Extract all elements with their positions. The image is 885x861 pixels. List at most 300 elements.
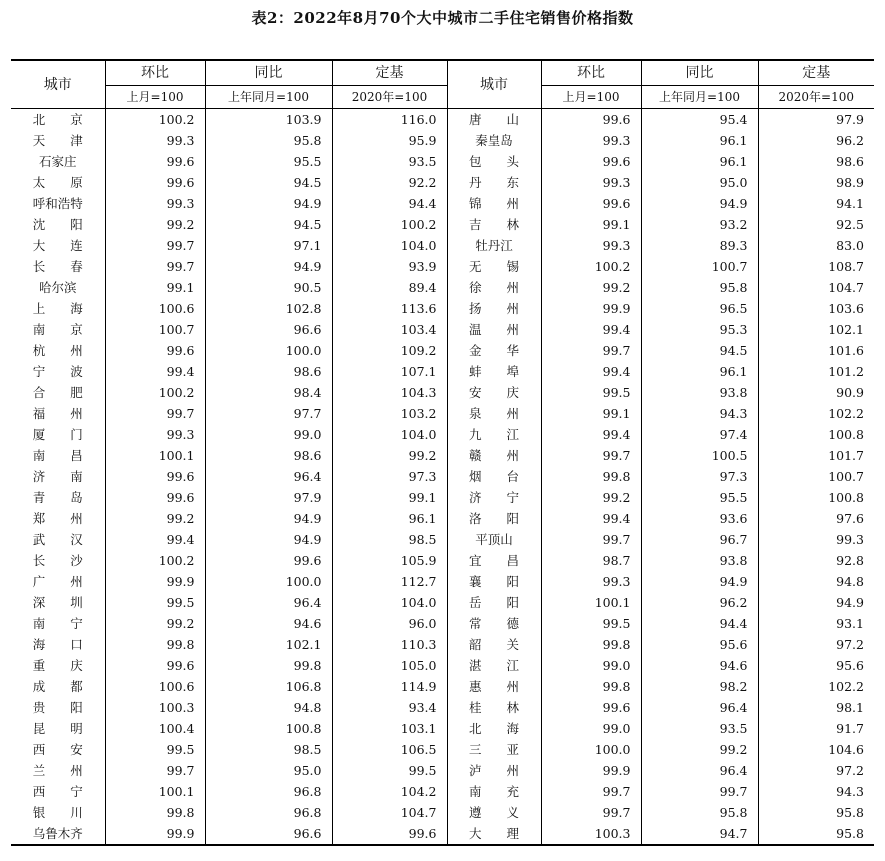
yoy-cell: 100.8 — [205, 718, 332, 739]
city-cell: 福 州 — [32, 406, 83, 421]
city-cell: 唐 山 — [447, 109, 541, 131]
city-cell: 上 海 — [32, 301, 83, 316]
mom-header-left: 环比 — [105, 60, 205, 86]
city-cell: 徐 州 — [447, 277, 541, 298]
mom-cell: 100.3 — [541, 823, 641, 845]
fixed-cell: 113.6 — [332, 298, 447, 319]
yoy-cell: 96.4 — [205, 592, 332, 613]
city-cell: 广 州 — [32, 574, 83, 589]
city-cell: 南 昌 — [32, 448, 83, 463]
mom-cell: 100.6 — [105, 298, 205, 319]
yoy-cell: 96.4 — [641, 697, 758, 718]
mom-cell: 99.9 — [105, 823, 205, 845]
fixed-cell: 99.6 — [332, 823, 447, 845]
yoy-cell: 96.6 — [205, 319, 332, 340]
yoy-cell: 98.5 — [205, 739, 332, 760]
yoy-cell: 96.8 — [205, 781, 332, 802]
city-cell: 秦皇岛 — [447, 130, 541, 151]
fixed-cell: 103.1 — [332, 718, 447, 739]
yoy-cell: 100.0 — [205, 340, 332, 361]
fixed-cell: 95.9 — [332, 130, 447, 151]
fixed-cell: 96.0 — [332, 613, 447, 634]
yoy-cell: 96.1 — [641, 361, 758, 382]
table-row — [11, 802, 874, 823]
yoy-cell: 94.4 — [641, 613, 758, 634]
mom-cell: 99.7 — [105, 256, 205, 277]
fixed-cell: 109.2 — [332, 340, 447, 361]
yoy-cell: 94.7 — [641, 823, 758, 845]
fixed-cell: 103.2 — [332, 403, 447, 424]
fixed-cell: 101.2 — [758, 361, 874, 382]
city-cell: 温 州 — [447, 319, 541, 340]
city-cell: 成 都 — [32, 679, 83, 694]
table-body — [11, 109, 874, 846]
fixed-cell: 104.0 — [332, 424, 447, 445]
city-cell: 湛 江 — [447, 655, 541, 676]
city-cell: 大 理 — [447, 823, 541, 845]
mom-cell: 99.1 — [541, 214, 641, 235]
city-cell: 包 头 — [447, 151, 541, 172]
yoy-cell: 94.9 — [641, 571, 758, 592]
fixed-cell: 104.0 — [332, 592, 447, 613]
yoy-cell: 97.7 — [205, 403, 332, 424]
fixed-cell: 105.0 — [332, 655, 447, 676]
fixed-cell: 110.3 — [332, 634, 447, 655]
city-cell: 西 宁 — [32, 784, 83, 799]
city-cell: 牡丹江 — [447, 235, 541, 256]
price-index-table — [11, 59, 874, 846]
table-row — [11, 718, 874, 739]
mom-cell: 100.3 — [105, 697, 205, 718]
yoy-cell: 94.5 — [205, 214, 332, 235]
yoy-cell: 96.4 — [641, 760, 758, 781]
table-row — [11, 529, 874, 550]
table-row — [11, 487, 874, 508]
yoy-cell: 99.0 — [205, 424, 332, 445]
city-cell: 赣 州 — [447, 445, 541, 466]
yoy-cell: 95.3 — [641, 319, 758, 340]
yoy-cell: 94.6 — [641, 655, 758, 676]
mom-cell: 99.4 — [541, 508, 641, 529]
mom-cell: 100.2 — [105, 109, 205, 131]
header-row-1 — [11, 60, 874, 86]
yoy-cell: 94.8 — [205, 697, 332, 718]
city-cell: 石家庄 — [38, 154, 77, 169]
mom-cell: 99.7 — [541, 802, 641, 823]
city-header-right: 城市 — [447, 60, 541, 109]
yoy-cell: 100.7 — [641, 256, 758, 277]
mom-cell: 99.6 — [105, 172, 205, 193]
city-cell: 北 京 — [32, 112, 83, 127]
city-cell: 烟 台 — [447, 466, 541, 487]
yoy-cell: 102.8 — [205, 298, 332, 319]
city-cell: 宁 波 — [32, 364, 83, 379]
fixed-cell: 93.1 — [758, 613, 874, 634]
table-row — [11, 613, 874, 634]
mom-cell: 99.7 — [541, 781, 641, 802]
fixed-cell: 103.6 — [758, 298, 874, 319]
mom-cell: 99.6 — [541, 697, 641, 718]
city-cell: 遵 义 — [447, 802, 541, 823]
fixed-cell: 101.6 — [758, 340, 874, 361]
city-cell: 丹 东 — [447, 172, 541, 193]
table-row — [11, 508, 874, 529]
yoy-cell: 98.6 — [205, 361, 332, 382]
mom-cell: 100.1 — [105, 445, 205, 466]
mom-cell: 99.6 — [541, 193, 641, 214]
yoy-base-left: 上年同月=100 — [205, 86, 332, 109]
city-cell: 南 宁 — [32, 616, 83, 631]
yoy-cell: 98.6 — [205, 445, 332, 466]
city-cell: 桂 林 — [447, 697, 541, 718]
mom-base-right: 上月=100 — [541, 86, 641, 109]
mom-cell: 99.6 — [105, 487, 205, 508]
mom-cell: 99.5 — [105, 739, 205, 760]
city-cell: 太 原 — [32, 175, 83, 190]
fixed-cell: 104.3 — [332, 382, 447, 403]
yoy-cell: 94.9 — [205, 256, 332, 277]
yoy-cell: 100.0 — [205, 571, 332, 592]
city-cell: 合 肥 — [32, 385, 83, 400]
mom-cell: 100.6 — [105, 676, 205, 697]
table-row — [11, 403, 874, 424]
yoy-cell: 96.6 — [205, 823, 332, 845]
yoy-cell: 94.5 — [641, 340, 758, 361]
yoy-cell: 93.8 — [641, 382, 758, 403]
city-header-left: 城市 — [11, 60, 105, 109]
mom-cell: 99.0 — [541, 718, 641, 739]
yoy-cell: 94.9 — [641, 193, 758, 214]
fixed-cell: 107.1 — [332, 361, 447, 382]
mom-cell: 99.6 — [541, 109, 641, 131]
fixed-cell: 108.7 — [758, 256, 874, 277]
city-cell: 银 川 — [32, 805, 83, 820]
yoy-cell: 97.1 — [205, 235, 332, 256]
mom-cell: 99.7 — [105, 760, 205, 781]
mom-cell: 99.4 — [105, 529, 205, 550]
yoy-cell: 100.5 — [641, 445, 758, 466]
table-row — [11, 760, 874, 781]
mom-cell: 99.5 — [541, 613, 641, 634]
mom-cell: 99.7 — [105, 403, 205, 424]
city-cell: 哈尔滨 — [38, 280, 77, 295]
mom-cell: 99.3 — [541, 130, 641, 151]
table-row — [11, 550, 874, 571]
yoy-cell: 95.0 — [641, 172, 758, 193]
fixed-cell: 102.2 — [758, 403, 874, 424]
city-cell: 洛 阳 — [447, 508, 541, 529]
city-cell: 无 锡 — [447, 256, 541, 277]
yoy-cell: 99.6 — [205, 550, 332, 571]
mom-header-right: 环比 — [541, 60, 641, 86]
fixed-cell: 92.5 — [758, 214, 874, 235]
table-row — [11, 256, 874, 277]
fixed-cell: 93.4 — [332, 697, 447, 718]
mom-cell: 99.2 — [541, 277, 641, 298]
table-row — [11, 466, 874, 487]
city-cell: 兰 州 — [32, 763, 83, 778]
yoy-cell: 95.8 — [641, 277, 758, 298]
mom-cell: 99.4 — [541, 319, 641, 340]
fixed-cell: 96.1 — [332, 508, 447, 529]
fixed-cell: 104.7 — [332, 802, 447, 823]
header-row-2 — [11, 86, 874, 109]
fixed-cell: 90.9 — [758, 382, 874, 403]
fixed-cell: 94.8 — [758, 571, 874, 592]
yoy-cell: 102.1 — [205, 634, 332, 655]
yoy-cell: 96.7 — [641, 529, 758, 550]
mom-cell: 100.2 — [541, 256, 641, 277]
mom-cell: 99.7 — [541, 445, 641, 466]
fixed-header-right: 定基 — [758, 60, 874, 86]
yoy-cell: 94.9 — [205, 193, 332, 214]
yoy-cell: 94.3 — [641, 403, 758, 424]
table-row — [11, 571, 874, 592]
city-cell: 长 春 — [32, 259, 83, 274]
mom-cell: 99.5 — [105, 592, 205, 613]
fixed-cell: 92.2 — [332, 172, 447, 193]
fixed-cell: 100.7 — [758, 466, 874, 487]
mom-cell: 99.2 — [105, 613, 205, 634]
mom-cell: 99.4 — [541, 361, 641, 382]
city-cell: 杭 州 — [32, 343, 83, 358]
mom-cell: 99.5 — [541, 382, 641, 403]
city-cell: 南 京 — [32, 322, 83, 337]
city-cell: 海 口 — [32, 637, 83, 652]
city-cell: 九 江 — [447, 424, 541, 445]
city-cell: 武 汉 — [32, 532, 83, 547]
mom-cell: 99.6 — [105, 151, 205, 172]
yoy-cell: 96.4 — [205, 466, 332, 487]
fixed-cell: 112.7 — [332, 571, 447, 592]
fixed-cell: 100.2 — [332, 214, 447, 235]
mom-cell: 100.2 — [105, 382, 205, 403]
yoy-cell: 98.4 — [205, 382, 332, 403]
table-row — [11, 277, 874, 298]
yoy-cell: 89.3 — [641, 235, 758, 256]
mom-base-left: 上月=100 — [105, 86, 205, 109]
fixed-cell: 114.9 — [332, 676, 447, 697]
fixed-cell: 97.9 — [758, 109, 874, 131]
fixed-cell: 94.4 — [332, 193, 447, 214]
fixed-cell: 103.4 — [332, 319, 447, 340]
yoy-cell: 94.6 — [205, 613, 332, 634]
city-cell: 大 连 — [32, 238, 83, 253]
fixed-cell: 97.3 — [332, 466, 447, 487]
fixed-cell: 95.8 — [758, 823, 874, 845]
city-cell: 三 亚 — [447, 739, 541, 760]
mom-cell: 99.9 — [105, 571, 205, 592]
city-cell: 济 南 — [32, 469, 83, 484]
yoy-cell: 90.5 — [205, 277, 332, 298]
yoy-cell: 99.8 — [205, 655, 332, 676]
mom-cell: 99.4 — [541, 424, 641, 445]
city-cell: 济 宁 — [447, 487, 541, 508]
table-row — [11, 634, 874, 655]
yoy-cell: 93.5 — [641, 718, 758, 739]
mom-cell: 100.2 — [105, 550, 205, 571]
mom-cell: 98.7 — [541, 550, 641, 571]
fixed-cell: 104.7 — [758, 277, 874, 298]
fixed-cell: 95.6 — [758, 655, 874, 676]
yoy-cell: 95.8 — [641, 802, 758, 823]
fixed-cell: 94.3 — [758, 781, 874, 802]
table-row — [11, 235, 874, 256]
fixed-base-left: 2020年=100 — [332, 86, 447, 109]
table-row — [11, 592, 874, 613]
city-cell: 南 充 — [447, 781, 541, 802]
table-row — [11, 823, 874, 845]
table-row — [11, 340, 874, 361]
yoy-cell: 98.2 — [641, 676, 758, 697]
yoy-cell: 93.2 — [641, 214, 758, 235]
yoy-cell: 96.1 — [641, 151, 758, 172]
table-row — [11, 151, 874, 172]
fixed-cell: 94.1 — [758, 193, 874, 214]
fixed-cell: 98.9 — [758, 172, 874, 193]
mom-cell: 99.9 — [541, 298, 641, 319]
yoy-cell: 103.9 — [205, 109, 332, 131]
fixed-cell: 92.8 — [758, 550, 874, 571]
mom-cell: 99.1 — [105, 277, 205, 298]
yoy-cell: 95.5 — [641, 487, 758, 508]
mom-cell: 100.4 — [105, 718, 205, 739]
mom-cell: 99.4 — [105, 361, 205, 382]
fixed-cell: 104.0 — [332, 235, 447, 256]
mom-cell: 99.3 — [541, 172, 641, 193]
table-row — [11, 172, 874, 193]
fixed-cell: 105.9 — [332, 550, 447, 571]
yoy-base-right: 上年同月=100 — [641, 86, 758, 109]
fixed-cell: 91.7 — [758, 718, 874, 739]
yoy-cell: 96.2 — [641, 592, 758, 613]
mom-cell: 99.9 — [541, 760, 641, 781]
fixed-cell: 101.7 — [758, 445, 874, 466]
fixed-cell: 97.6 — [758, 508, 874, 529]
mom-cell: 99.3 — [105, 424, 205, 445]
fixed-cell: 98.1 — [758, 697, 874, 718]
table-row — [11, 319, 874, 340]
yoy-cell: 95.0 — [205, 760, 332, 781]
mom-cell: 99.8 — [541, 634, 641, 655]
mom-cell: 99.7 — [105, 235, 205, 256]
table-title: 表2：2022年8月70个大中城市二手住宅销售价格指数 — [251, 9, 634, 27]
city-cell: 泸 州 — [447, 760, 541, 781]
fixed-cell: 97.2 — [758, 634, 874, 655]
fixed-cell: 93.5 — [332, 151, 447, 172]
mom-cell: 100.0 — [541, 739, 641, 760]
fixed-cell: 104.6 — [758, 739, 874, 760]
mom-cell: 99.6 — [105, 340, 205, 361]
fixed-cell: 83.0 — [758, 235, 874, 256]
yoy-cell: 95.8 — [205, 130, 332, 151]
table-row — [11, 676, 874, 697]
mom-cell: 99.6 — [541, 151, 641, 172]
mom-cell: 99.8 — [541, 676, 641, 697]
yoy-cell: 106.8 — [205, 676, 332, 697]
fixed-cell: 98.5 — [332, 529, 447, 550]
mom-cell: 99.0 — [541, 655, 641, 676]
mom-cell: 99.8 — [541, 466, 641, 487]
mom-cell: 99.3 — [105, 130, 205, 151]
city-cell: 惠 州 — [447, 676, 541, 697]
city-cell: 厦 门 — [32, 427, 83, 442]
city-cell: 乌鲁木齐 — [32, 826, 83, 841]
mom-cell: 99.7 — [541, 340, 641, 361]
yoy-cell: 97.9 — [205, 487, 332, 508]
city-cell: 重 庆 — [32, 658, 83, 673]
yoy-header-right: 同比 — [641, 60, 758, 86]
table-row — [11, 781, 874, 802]
city-cell: 郑 州 — [32, 511, 83, 526]
yoy-cell: 93.6 — [641, 508, 758, 529]
city-cell: 沈 阳 — [32, 217, 83, 232]
city-cell: 长 沙 — [32, 553, 83, 568]
city-cell: 襄 阳 — [447, 571, 541, 592]
yoy-cell: 99.2 — [641, 739, 758, 760]
fixed-cell: 89.4 — [332, 277, 447, 298]
mom-cell: 100.7 — [105, 319, 205, 340]
table-row — [11, 193, 874, 214]
mom-cell: 99.7 — [541, 529, 641, 550]
city-cell: 蚌 埠 — [447, 361, 541, 382]
yoy-cell: 94.9 — [205, 508, 332, 529]
table-row — [11, 298, 874, 319]
city-cell: 呼和浩特 — [32, 196, 83, 211]
mom-cell: 99.3 — [105, 193, 205, 214]
fixed-cell: 102.2 — [758, 676, 874, 697]
city-cell: 天 津 — [32, 133, 83, 148]
mom-cell: 100.1 — [105, 781, 205, 802]
yoy-cell: 94.9 — [205, 529, 332, 550]
mom-cell: 99.6 — [105, 466, 205, 487]
fixed-cell: 95.8 — [758, 802, 874, 823]
fixed-cell: 97.2 — [758, 760, 874, 781]
city-cell: 泉 州 — [447, 403, 541, 424]
table-row — [11, 655, 874, 676]
mom-cell: 99.8 — [105, 634, 205, 655]
mom-cell: 99.2 — [541, 487, 641, 508]
city-cell: 平顶山 — [447, 529, 541, 550]
mom-cell: 99.2 — [105, 508, 205, 529]
city-cell: 深 圳 — [32, 595, 83, 610]
city-cell: 北 海 — [447, 718, 541, 739]
yoy-cell: 97.3 — [641, 466, 758, 487]
city-cell: 安 庆 — [447, 382, 541, 403]
fixed-cell: 93.9 — [332, 256, 447, 277]
fixed-cell: 94.9 — [758, 592, 874, 613]
city-cell: 昆 明 — [32, 721, 83, 736]
city-cell: 西 安 — [32, 742, 83, 757]
mom-cell: 99.1 — [541, 403, 641, 424]
city-cell: 锦 州 — [447, 193, 541, 214]
city-cell: 青 岛 — [32, 490, 83, 505]
city-cell: 金 华 — [447, 340, 541, 361]
yoy-cell: 99.7 — [641, 781, 758, 802]
table-row — [11, 130, 874, 151]
table-row — [11, 361, 874, 382]
city-cell: 吉 林 — [447, 214, 541, 235]
yoy-cell: 95.5 — [205, 151, 332, 172]
mom-cell: 99.8 — [105, 802, 205, 823]
table-row — [11, 445, 874, 466]
fixed-cell: 100.8 — [758, 487, 874, 508]
fixed-cell: 96.2 — [758, 130, 874, 151]
city-cell: 扬 州 — [447, 298, 541, 319]
table-row — [11, 697, 874, 718]
fixed-cell: 102.1 — [758, 319, 874, 340]
yoy-cell: 94.5 — [205, 172, 332, 193]
